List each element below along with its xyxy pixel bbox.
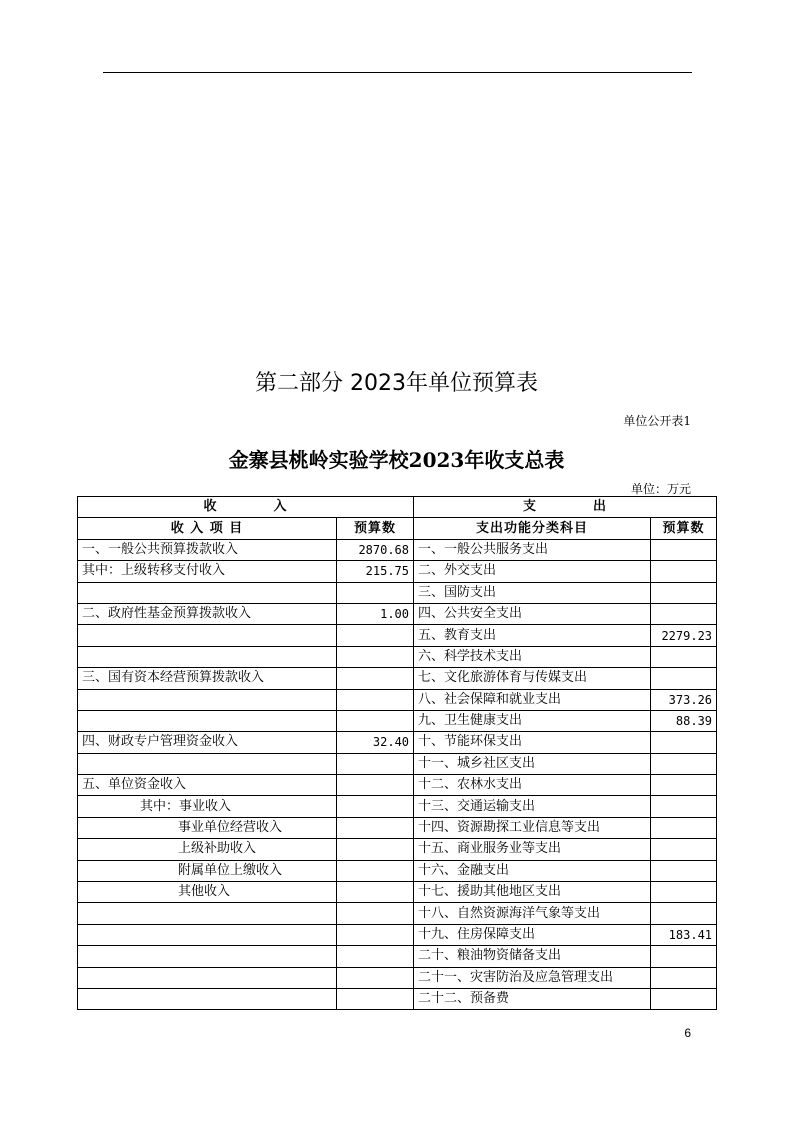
expense-amount-cell	[651, 967, 717, 988]
expense-amount-cell	[651, 753, 717, 774]
expense-amount-cell	[651, 860, 717, 881]
budget-table	[77, 496, 717, 1010]
expense-item-cell: 五、教育支出	[414, 625, 651, 646]
expense-amount-cell	[651, 817, 717, 838]
income-amount-cell	[337, 817, 414, 838]
income-item-cell	[78, 967, 337, 988]
income-amount-cell	[337, 625, 414, 646]
income-amount-cell	[337, 710, 414, 731]
table-row	[78, 796, 717, 817]
income-amount-cell	[337, 668, 414, 689]
unit-label: 单位：万元	[630, 482, 691, 496]
income-amount-cell	[337, 775, 414, 796]
expense-amount-cell: 2279.23	[651, 625, 717, 646]
income-amount-cell	[337, 903, 414, 924]
income-item-cell	[78, 625, 337, 646]
income-item-cell: 其中：上级转移支付收入	[78, 561, 337, 582]
expense-header: 支 出	[414, 497, 717, 518]
income-item-cell: 三、国有资本经营预算拨款收入	[78, 668, 337, 689]
income-item-cell	[78, 710, 337, 731]
expense-amount-cell	[651, 903, 717, 924]
table-row	[78, 988, 717, 1009]
expense-amount-cell	[651, 946, 717, 967]
income-item-cell: 上级补助收入	[78, 839, 337, 860]
income-amount-cell	[337, 796, 414, 817]
expense-item-cell: 二十一、灾害防治及应急管理支出	[414, 967, 651, 988]
table-row	[78, 882, 717, 903]
table-row	[78, 582, 717, 603]
expense-item-cell: 四、公共安全支出	[414, 603, 651, 624]
expense-item-cell: 十七、援助其他地区支出	[414, 882, 651, 903]
income-amount-cell	[337, 924, 414, 945]
table-row	[78, 753, 717, 774]
table-row	[78, 732, 717, 753]
expense-amount-cell	[651, 839, 717, 860]
table-row	[78, 817, 717, 838]
income-amount-cell	[337, 860, 414, 881]
income-amount-cell	[337, 967, 414, 988]
table-row	[78, 668, 717, 689]
expense-amount-cell: 88.39	[651, 710, 717, 731]
table-row	[78, 967, 717, 988]
table-row	[78, 625, 717, 646]
expense-item-cell: 六、科学技术支出	[414, 646, 651, 667]
expense-amount-cell	[651, 732, 717, 753]
income-item-cell: 一、一般公共预算拨款收入	[78, 539, 337, 560]
income-header: 收 入	[78, 497, 414, 518]
expense-amount-cell	[651, 561, 717, 582]
table-title: 金寨县桃岭实验学校2023年收支总表	[228, 448, 565, 472]
expense-amount-cell: 183.41	[651, 924, 717, 945]
table-row	[78, 946, 717, 967]
section-title: 第二部分 2023年单位预算表	[255, 371, 538, 396]
income-item-cell: 四、财政专户管理资金收入	[78, 732, 337, 753]
expense-item-cell: 二十二、预备费	[414, 988, 651, 1009]
income-amount-cell	[337, 689, 414, 710]
expense-item-cell: 十八、自然资源海洋气象等支出	[414, 903, 651, 924]
income-item-cell	[78, 946, 337, 967]
expense-item-cell: 七、文化旅游体育与传媒支出	[414, 668, 651, 689]
table-row	[78, 539, 717, 560]
expense-amount-cell	[651, 582, 717, 603]
expense-item-cell: 二、外交支出	[414, 561, 651, 582]
income-item-cell	[78, 689, 337, 710]
expense-amount-cell: 373.26	[651, 689, 717, 710]
expense-item-cell: 八、社会保障和就业支出	[414, 689, 651, 710]
expense-amount-cell	[651, 646, 717, 667]
table-row	[78, 561, 717, 582]
header-row-columns	[78, 518, 717, 539]
income-amount-cell: 1.00	[337, 603, 414, 624]
income-item-cell: 事业单位经营收入	[78, 817, 337, 838]
table-row	[78, 860, 717, 881]
expense-amount-cell	[651, 988, 717, 1009]
expense-amount-cell	[651, 796, 717, 817]
income-amount-cell	[337, 582, 414, 603]
expense-item-cell: 十四、资源勘探工业信息等支出	[414, 817, 651, 838]
income-amount-cell: 2870.68	[337, 539, 414, 560]
expense-item-cell: 三、国防支出	[414, 582, 651, 603]
income-amount-cell	[337, 882, 414, 903]
expense-amount-cell	[651, 668, 717, 689]
expense-item-cell: 十九、住房保障支出	[414, 924, 651, 945]
income-item-cell	[78, 988, 337, 1009]
expense-item-cell: 一、一般公共服务支出	[414, 539, 651, 560]
expense-item-cell: 十五、商业服务业等支出	[414, 839, 651, 860]
expense-amount-cell	[651, 539, 717, 560]
income-item-cell: 二、政府性基金预算拨款收入	[78, 603, 337, 624]
table-row	[78, 775, 717, 796]
header-rule	[103, 72, 692, 73]
table-row	[78, 710, 717, 731]
page-number: 6	[684, 1026, 691, 1040]
expense-item-header: 支出功能分类科目	[414, 518, 651, 539]
expense-item-cell: 十、节能环保支出	[414, 732, 651, 753]
income-item-cell	[78, 646, 337, 667]
income-item-header: 收 入 项 目	[78, 518, 337, 539]
income-item-cell	[78, 924, 337, 945]
table-row	[78, 924, 717, 945]
income-amount-cell	[337, 946, 414, 967]
table-row	[78, 839, 717, 860]
expense-item-cell: 十一、城乡社区支出	[414, 753, 651, 774]
income-item-cell	[78, 753, 337, 774]
table-row	[78, 689, 717, 710]
table-row	[78, 646, 717, 667]
header-row-top	[78, 497, 717, 518]
income-item-cell: 五、单位资金收入	[78, 775, 337, 796]
expense-amount-cell	[651, 775, 717, 796]
expense-amount-cell	[651, 882, 717, 903]
income-item-cell: 其他收入	[78, 882, 337, 903]
table-row	[78, 603, 717, 624]
income-amount-cell	[337, 646, 414, 667]
income-amount-cell: 32.40	[337, 732, 414, 753]
expense-item-cell: 二十、粮油物资储备支出	[414, 946, 651, 967]
income-amount-cell	[337, 753, 414, 774]
income-amount-cell: 215.75	[337, 561, 414, 582]
expense-amount-cell	[651, 603, 717, 624]
table-row	[78, 903, 717, 924]
income-amount-cell	[337, 839, 414, 860]
income-item-cell	[78, 582, 337, 603]
income-item-cell	[78, 903, 337, 924]
income-amount-cell	[337, 988, 414, 1009]
expense-amount-header: 预算数	[651, 518, 717, 539]
income-item-cell: 其中：事业收入	[78, 796, 337, 817]
expense-item-cell: 十三、交通运输支出	[414, 796, 651, 817]
income-amount-header: 预算数	[337, 518, 414, 539]
expense-item-cell: 十六、金融支出	[414, 860, 651, 881]
income-item-cell: 附属单位上缴收入	[78, 860, 337, 881]
expense-item-cell: 十二、农林水支出	[414, 775, 651, 796]
table-number: 单位公开表1	[623, 414, 691, 428]
expense-item-cell: 九、卫生健康支出	[414, 710, 651, 731]
